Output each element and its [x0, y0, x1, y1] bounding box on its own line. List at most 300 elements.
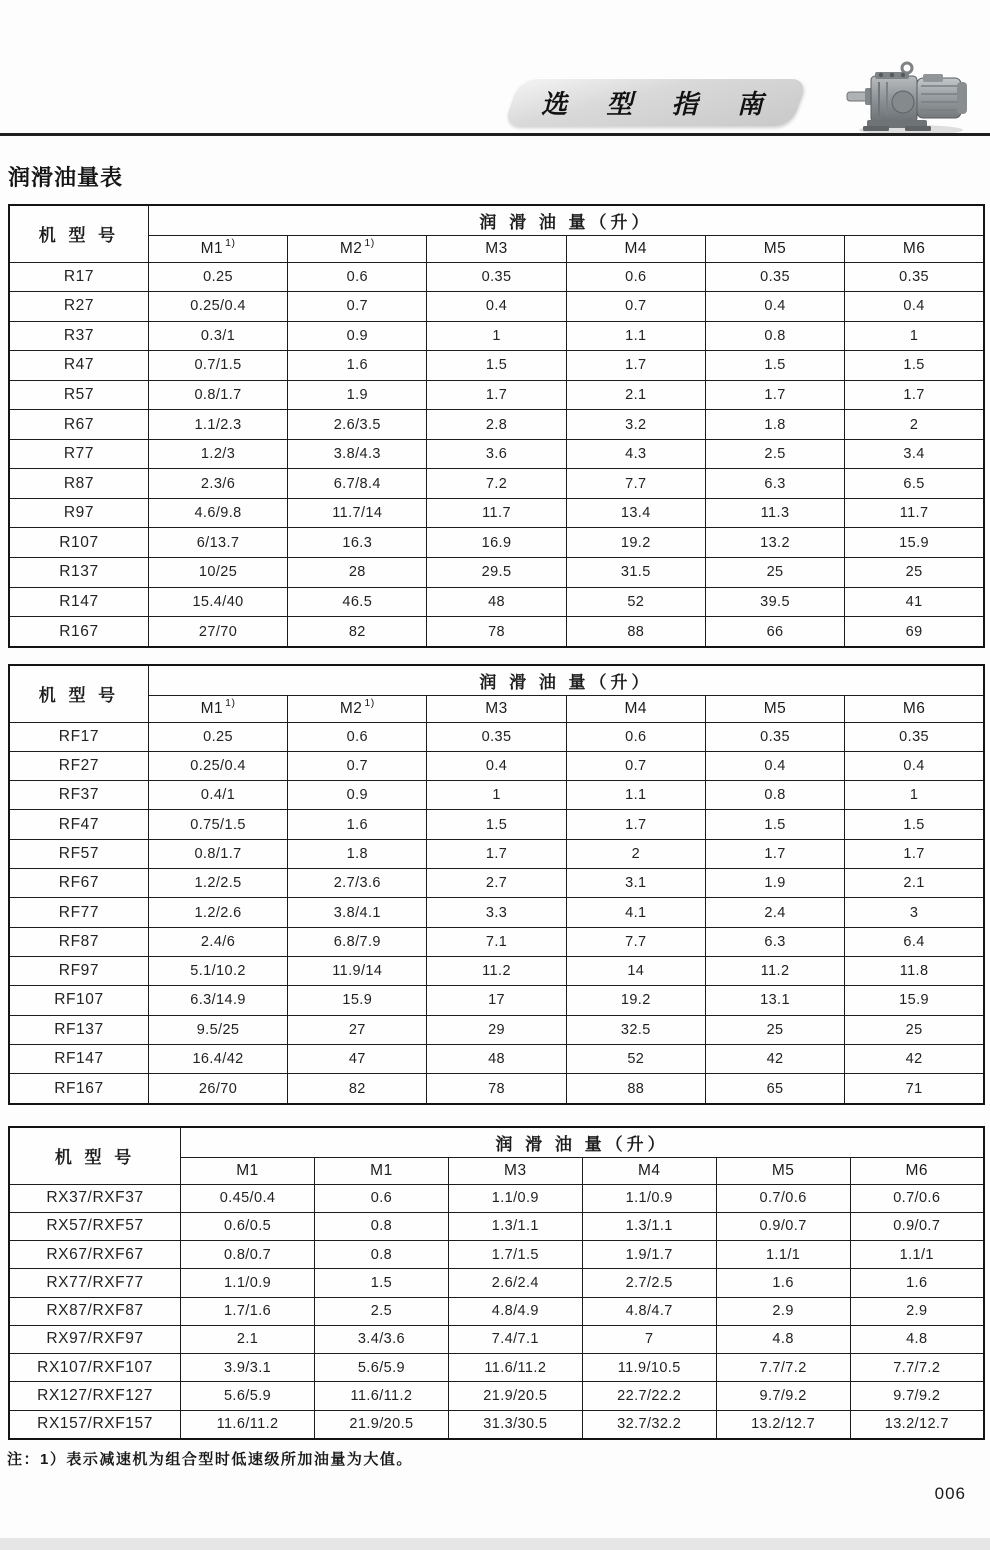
oil-quantity-cell: 3.2 [566, 410, 705, 440]
oil-quantity-cell: 11.7 [427, 498, 566, 528]
oil-quantity-cell: 6.3 [705, 469, 844, 499]
table-row [9, 751, 984, 780]
oil-quantity-cell: 11.2 [427, 957, 566, 986]
model-cell: R47 [9, 351, 148, 381]
oil-quantity-cell: 9.7/9.2 [716, 1382, 850, 1410]
column-header-m3: M3 [427, 695, 566, 722]
oil-quantity-cell: 0.6 [566, 722, 705, 751]
oil-quantity-cell: 2.1 [566, 380, 705, 410]
column-header-m5: M5 [705, 695, 844, 722]
oil-quantity-cell: 25 [705, 557, 844, 587]
oil-quantity-cell: 25 [845, 557, 984, 587]
oil-quantity-cell: 2.1 [845, 869, 984, 898]
oil-quantity-cell: 31.5 [566, 557, 705, 587]
oil-quantity-cell: 25 [705, 1015, 844, 1044]
oil-quantity-cell: 19.2 [566, 986, 705, 1015]
oil-quantity-cell: 0.4/1 [148, 781, 287, 810]
table-row [9, 321, 984, 351]
model-cell: RF137 [9, 1015, 148, 1044]
oil-quantity-cell: 21.9/20.5 [314, 1410, 448, 1439]
oil-quantity-cell: 1.8 [288, 839, 427, 868]
oil-quantity-cell: 42 [845, 1044, 984, 1073]
table-row [9, 722, 984, 751]
oil-quantity-cell: 1.7 [705, 839, 844, 868]
column-header-m2: M2 $^{1)}$ [288, 235, 427, 262]
oil-quantity-cell: 28 [288, 557, 427, 587]
oil-quantity-cell: 3.9/3.1 [181, 1354, 315, 1382]
oil-quantity-cell: 0.35 [845, 722, 984, 751]
oil-quantity-cell: 17 [427, 986, 566, 1015]
table-row [9, 439, 984, 469]
section-banner-title: 选 型 指 南 [541, 89, 779, 119]
oil-quantity-cell: 0.9 [288, 781, 427, 810]
oil-quantity-cell: 1.1/0.9 [448, 1184, 582, 1212]
oil-table-rx-rxf-series [8, 1126, 985, 1440]
oil-quantity-cell: 13.1 [705, 986, 844, 1015]
oil-quantity-cell: 1.7 [566, 810, 705, 839]
table-row [9, 986, 984, 1015]
oil-quantity-cell: 1.7 [566, 351, 705, 381]
oil-quantity-cell: 6.3 [705, 927, 844, 956]
model-cell: R37 [9, 321, 148, 351]
table-row [9, 469, 984, 499]
oil-quantity-cell: 2.7/3.6 [288, 869, 427, 898]
oil-quantity-cell: 11.7 [845, 498, 984, 528]
oil-quantity-cell: 15.9 [845, 986, 984, 1015]
oil-quantity-cell: 0.8/0.7 [181, 1241, 315, 1269]
page-number: 006 [934, 1484, 966, 1503]
oil-quantity-cell: 1.5 [845, 810, 984, 839]
oil-quantity-cell: 39.5 [705, 587, 844, 617]
oil-quantity-cell: 0.3/1 [148, 321, 287, 351]
oil-quantity-cell: 1.5 [427, 810, 566, 839]
oil-quantity-cell: 1.9 [288, 380, 427, 410]
table-row [9, 410, 984, 440]
model-cell: R77 [9, 439, 148, 469]
oil-quantity-cell: 0.25 [148, 722, 287, 751]
oil-quantity-cell: 9.5/25 [148, 1015, 287, 1044]
footnote-marker: 1) [364, 697, 375, 710]
table-row [9, 1354, 984, 1382]
oil-quantity-cell: 6/13.7 [148, 528, 287, 558]
model-cell: RF47 [9, 810, 148, 839]
oil-quantity-cell: 15.9 [288, 986, 427, 1015]
oil-quantity-cell: 0.8/1.7 [148, 380, 287, 410]
table-row [9, 927, 984, 956]
oil-quantity-cell: 1.1/2.3 [148, 410, 287, 440]
oil-quantity-cell: 1.7 [845, 839, 984, 868]
oil-quantity-cell: 0.6 [288, 262, 427, 292]
oil-quantity-cell: 4.1 [566, 898, 705, 927]
table-row [9, 1015, 984, 1044]
table-row [9, 810, 984, 839]
oil-quantity-cell: 0.4 [845, 751, 984, 780]
table-row [9, 1325, 984, 1353]
oil-quantity-cell: 29 [427, 1015, 566, 1044]
model-cell: RF87 [9, 927, 148, 956]
oil-quantity-cell: 6.8/7.9 [288, 927, 427, 956]
oil-quantity-cell: 0.4 [427, 751, 566, 780]
oil-quantity-cell: 0.4 [705, 751, 844, 780]
table-row [9, 617, 984, 647]
oil-quantity-cell: 1 [427, 321, 566, 351]
oil-quantity-cell: 4.3 [566, 439, 705, 469]
model-cell: R107 [9, 528, 148, 558]
footnote-marker: 1) [364, 237, 375, 250]
oil-quantity-cell: 13.4 [566, 498, 705, 528]
oil-quantity-cell: 6.5 [845, 469, 984, 499]
oil-quantity-cell: 27 [288, 1015, 427, 1044]
table-row [9, 1269, 984, 1297]
oil-quantity-cell: 42 [705, 1044, 844, 1073]
oil-quantity-cell: 32.7/32.2 [582, 1410, 716, 1439]
oil-quantity-cell: 0.35 [427, 262, 566, 292]
column-header-m5: M5 [716, 1157, 850, 1184]
oil-quantity-cell: 0.7 [566, 751, 705, 780]
table-row [9, 498, 984, 528]
oil-quantity-cell: 71 [845, 1074, 984, 1104]
oil-quantity-cell: 11.6/11.2 [314, 1382, 448, 1410]
oil-quantity-cell: 11.7/14 [288, 498, 427, 528]
oil-quantity-cell: 0.35 [705, 722, 844, 751]
oil-quantity-cell: 7.4/7.1 [448, 1325, 582, 1353]
oil-quantity-cell: 0.9 [288, 321, 427, 351]
oil-quantity-cell: 3.8/4.1 [288, 898, 427, 927]
oil-quantity-cell: 0.8/1.7 [148, 839, 287, 868]
model-cell: RX97/RXF97 [9, 1325, 181, 1353]
oil-quantity-cell: 0.8 [705, 321, 844, 351]
model-cell: RX37/RXF37 [9, 1184, 181, 1212]
oil-table-rf-series [8, 664, 985, 1105]
oil-quantity-group-header: 润 滑 油 量（升） [148, 665, 984, 695]
oil-quantity-cell: 5.6/5.9 [181, 1382, 315, 1410]
oil-quantity-cell: 2.3/6 [148, 469, 287, 499]
oil-quantity-cell: 52 [566, 1044, 705, 1073]
oil-quantity-cell: 1.7 [705, 380, 844, 410]
table-row [9, 380, 984, 410]
oil-quantity-cell: 2.7 [427, 869, 566, 898]
oil-quantity-cell: 15.9 [845, 528, 984, 558]
oil-quantity-cell: 7.7/7.2 [716, 1354, 850, 1382]
oil-quantity-cell: 3.4/3.6 [314, 1325, 448, 1353]
oil-quantity-cell: 1.9 [705, 869, 844, 898]
oil-quantity-cell: 0.35 [427, 722, 566, 751]
oil-quantity-cell: 11.3 [705, 498, 844, 528]
oil-quantity-cell: 0.6/0.5 [181, 1212, 315, 1240]
oil-quantity-cell: 88 [566, 617, 705, 647]
column-header-m6: M6 [845, 235, 984, 262]
oil-quantity-cell: 0.25/0.4 [148, 292, 287, 322]
model-cell: RX127/RXF127 [9, 1382, 181, 1410]
oil-quantity-cell: 11.8 [845, 957, 984, 986]
oil-quantity-cell: 1 [845, 781, 984, 810]
oil-quantity-cell: 1.5 [427, 351, 566, 381]
table-row [9, 1074, 984, 1104]
model-cell: RX107/RXF107 [9, 1354, 181, 1382]
table-row [9, 869, 984, 898]
table-row [9, 1212, 984, 1240]
oil-quantity-cell: 2.5 [314, 1297, 448, 1325]
oil-quantity-cell: 82 [288, 1074, 427, 1104]
oil-quantity-cell: 1.2/3 [148, 439, 287, 469]
oil-quantity-cell: 82 [288, 617, 427, 647]
oil-quantity-cell: 1 [427, 781, 566, 810]
oil-quantity-cell: 2.4/6 [148, 927, 287, 956]
oil-quantity-cell: 13.2/12.7 [716, 1410, 850, 1439]
oil-quantity-cell: 0.4 [427, 292, 566, 322]
oil-quantity-cell: 0.75/1.5 [148, 810, 287, 839]
oil-quantity-cell: 1 [845, 321, 984, 351]
oil-quantity-cell: 11.2 [705, 957, 844, 986]
oil-quantity-cell: 32.5 [566, 1015, 705, 1044]
table-row [9, 351, 984, 381]
footnote-marker: 1) [225, 237, 236, 250]
column-header-m6: M6 [845, 695, 984, 722]
oil-quantity-cell: 0.7/0.6 [716, 1184, 850, 1212]
model-cell: R147 [9, 587, 148, 617]
oil-quantity-cell: 7.1 [427, 927, 566, 956]
oil-quantity-cell: 69 [845, 617, 984, 647]
oil-quantity-cell: 2.4 [705, 898, 844, 927]
oil-quantity-cell: 25 [845, 1015, 984, 1044]
model-cell: RF147 [9, 1044, 148, 1073]
table-row [9, 1410, 984, 1439]
oil-quantity-cell: 1.7/1.6 [181, 1297, 315, 1325]
oil-quantity-cell: 1.5 [705, 810, 844, 839]
oil-quantity-cell: 1.7/1.5 [448, 1241, 582, 1269]
oil-quantity-cell: 7.7/7.2 [850, 1354, 984, 1382]
model-column-header: 机 型 号 [9, 205, 148, 262]
oil-quantity-cell: 13.2 [705, 528, 844, 558]
oil-quantity-cell: 3.3 [427, 898, 566, 927]
oil-quantity-cell: 0.8 [314, 1241, 448, 1269]
oil-quantity-cell: 1.1/0.9 [181, 1269, 315, 1297]
oil-quantity-cell: 1.7 [427, 380, 566, 410]
gear-reducer-photo [845, 56, 977, 143]
table-row [9, 292, 984, 322]
gear-reducer-illustration [845, 56, 977, 138]
column-header-m4: M4 [566, 235, 705, 262]
column-header-m1: M1 $^{1)}$ [148, 695, 287, 722]
oil-quantity-cell: 13.2/12.7 [850, 1410, 984, 1439]
table-row [9, 957, 984, 986]
oil-quantity-cell: 1.6 [288, 351, 427, 381]
oil-quantity-cell: 1.1/1 [850, 1241, 984, 1269]
oil-quantity-cell: 47 [288, 1044, 427, 1073]
oil-quantity-cell: 10/25 [148, 557, 287, 587]
model-cell: RX157/RXF157 [9, 1410, 181, 1439]
model-cell: RX87/RXF87 [9, 1297, 181, 1325]
page-bottom-strip [0, 1538, 990, 1550]
oil-quantity-cell: 1.2/2.6 [148, 898, 287, 927]
table-row [9, 781, 984, 810]
model-cell: R57 [9, 380, 148, 410]
oil-quantity-cell: 7.7 [566, 927, 705, 956]
oil-quantity-cell: 0.25 [148, 262, 287, 292]
oil-quantity-cell: 4.6/9.8 [148, 498, 287, 528]
oil-table-r-series [8, 204, 985, 648]
oil-quantity-cell: 4.8/4.9 [448, 1297, 582, 1325]
column-header-m1: M1 [314, 1157, 448, 1184]
oil-quantity-cell: 0.9/0.7 [716, 1212, 850, 1240]
model-cell: R97 [9, 498, 148, 528]
oil-quantity-cell: 2 [566, 839, 705, 868]
model-cell: RF167 [9, 1074, 148, 1104]
oil-quantity-cell: 4.8 [850, 1325, 984, 1353]
oil-quantity-cell: 2.6/2.4 [448, 1269, 582, 1297]
oil-quantity-cell: 0.6 [566, 262, 705, 292]
model-cell: RX57/RXF57 [9, 1212, 181, 1240]
oil-quantity-cell: 2.5 [705, 439, 844, 469]
oil-quantity-cell: 1.7 [427, 839, 566, 868]
oil-quantity-cell: 0.7 [288, 751, 427, 780]
oil-quantity-cell: 48 [427, 1044, 566, 1073]
oil-quantity-group-header: 润 滑 油 量（升） [148, 205, 984, 235]
model-cell: RF107 [9, 986, 148, 1015]
oil-quantity-cell: 0.7/1.5 [148, 351, 287, 381]
oil-quantity-cell: 0.7 [288, 292, 427, 322]
oil-quantity-cell: 1.8 [705, 410, 844, 440]
oil-quantity-cell: 1.1 [566, 321, 705, 351]
oil-quantity-cell: 1.6 [716, 1269, 850, 1297]
oil-quantity-cell: 1.9/1.7 [582, 1241, 716, 1269]
column-header-m1: M1 [181, 1157, 315, 1184]
oil-quantity-cell: 11.9/14 [288, 957, 427, 986]
oil-quantity-cell: 22.7/22.2 [582, 1382, 716, 1410]
oil-quantity-cell: 2.9 [850, 1297, 984, 1325]
oil-quantity-cell: 9.7/9.2 [850, 1382, 984, 1410]
model-cell: R167 [9, 617, 148, 647]
oil-quantity-cell: 0.6 [288, 722, 427, 751]
oil-quantity-cell: 11.6/11.2 [181, 1410, 315, 1439]
column-header-m1: M1 $^{1)}$ [148, 235, 287, 262]
oil-quantity-cell: 3.8/4.3 [288, 439, 427, 469]
oil-quantity-cell: 41 [845, 587, 984, 617]
oil-quantity-group-header: 润 滑 油 量（升） [181, 1127, 984, 1157]
oil-quantity-cell: 0.8 [705, 781, 844, 810]
table-row [9, 1184, 984, 1212]
model-cell: RX67/RXF67 [9, 1241, 181, 1269]
oil-quantity-cell: 1.1 [566, 781, 705, 810]
table-row [9, 262, 984, 292]
oil-quantity-cell: 1.5 [845, 351, 984, 381]
oil-quantity-cell: 0.35 [705, 262, 844, 292]
oil-quantity-cell: 78 [427, 617, 566, 647]
table-row [9, 898, 984, 927]
oil-quantity-cell: 15.4/40 [148, 587, 287, 617]
oil-quantity-cell: 48 [427, 587, 566, 617]
oil-quantity-cell: 0.7 [566, 292, 705, 322]
oil-quantity-cell: 5.6/5.9 [314, 1354, 448, 1382]
oil-quantity-cell: 2.7/2.5 [582, 1269, 716, 1297]
oil-quantity-cell: 1.5 [314, 1269, 448, 1297]
oil-quantity-cell: 4.8/4.7 [582, 1297, 716, 1325]
model-cell: R17 [9, 262, 148, 292]
oil-quantity-cell: 0.4 [845, 292, 984, 322]
model-cell: R67 [9, 410, 148, 440]
oil-quantity-cell: 1.3/1.1 [448, 1212, 582, 1240]
oil-quantity-cell: 3.4 [845, 439, 984, 469]
column-header-m4: M4 [566, 695, 705, 722]
oil-quantity-cell: 88 [566, 1074, 705, 1104]
model-cell: R87 [9, 469, 148, 499]
model-cell: RF37 [9, 781, 148, 810]
oil-quantity-cell: 78 [427, 1074, 566, 1104]
oil-quantity-cell: 0.8 [314, 1212, 448, 1240]
table-row [9, 528, 984, 558]
table-row [9, 1044, 984, 1073]
oil-quantity-cell: 1.2/2.5 [148, 869, 287, 898]
oil-quantity-cell: 1.7 [845, 380, 984, 410]
oil-quantity-cell: 26/70 [148, 1074, 287, 1104]
oil-quantity-cell: 0.7/0.6 [850, 1184, 984, 1212]
oil-quantity-cell: 2 [845, 410, 984, 440]
column-header-m6: M6 [850, 1157, 984, 1184]
oil-quantity-cell: 16.9 [427, 528, 566, 558]
oil-quantity-cell: 46.5 [288, 587, 427, 617]
model-column-header: 机 型 号 [9, 1127, 181, 1184]
oil-quantity-cell: 16.4/42 [148, 1044, 287, 1073]
oil-quantity-cell: 7 [582, 1325, 716, 1353]
oil-quantity-cell: 52 [566, 587, 705, 617]
oil-quantity-cell: 4.8 [716, 1325, 850, 1353]
oil-quantity-cell: 2.8 [427, 410, 566, 440]
column-header-m4: M4 [582, 1157, 716, 1184]
oil-quantity-cell: 19.2 [566, 528, 705, 558]
oil-quantity-cell: 7.2 [427, 469, 566, 499]
oil-quantity-cell: 11.6/11.2 [448, 1354, 582, 1382]
model-cell: RX77/RXF77 [9, 1269, 181, 1297]
oil-quantity-cell: 3.1 [566, 869, 705, 898]
oil-quantity-cell: 11.9/10.5 [582, 1354, 716, 1382]
model-cell: RF67 [9, 869, 148, 898]
oil-quantity-cell: 16.3 [288, 528, 427, 558]
table-row [9, 1382, 984, 1410]
oil-quantity-cell: 0.6 [314, 1184, 448, 1212]
oil-quantity-cell: 0.4 [705, 292, 844, 322]
oil-quantity-cell: 0.45/0.4 [181, 1184, 315, 1212]
oil-quantity-cell: 3.6 [427, 439, 566, 469]
oil-quantity-cell: 66 [705, 617, 844, 647]
oil-quantity-cell: 0.9/0.7 [850, 1212, 984, 1240]
table-row [9, 839, 984, 868]
oil-quantity-cell: 2.6/3.5 [288, 410, 427, 440]
oil-quantity-cell: 1.1/1 [716, 1241, 850, 1269]
table-row [9, 1297, 984, 1325]
oil-quantity-cell: 7.7 [566, 469, 705, 499]
oil-quantity-cell: 1.3/1.1 [582, 1212, 716, 1240]
table-row [9, 1241, 984, 1269]
model-cell: RF57 [9, 839, 148, 868]
model-cell: RF27 [9, 751, 148, 780]
oil-quantity-cell: 14 [566, 957, 705, 986]
column-header-m3: M3 [427, 235, 566, 262]
model-cell: R27 [9, 292, 148, 322]
oil-quantity-cell: 21.9/20.5 [448, 1382, 582, 1410]
oil-quantity-cell: 6.4 [845, 927, 984, 956]
oil-quantity-cell: 0.35 [845, 262, 984, 292]
model-column-header: 机 型 号 [9, 665, 148, 722]
oil-quantity-cell: 5.1/10.2 [148, 957, 287, 986]
oil-quantity-cell: 65 [705, 1074, 844, 1104]
oil-quantity-cell: 6.7/8.4 [288, 469, 427, 499]
oil-quantity-cell: 1.6 [850, 1269, 984, 1297]
oil-quantity-cell: 3 [845, 898, 984, 927]
column-header-m5: M5 [705, 235, 844, 262]
oil-quantity-cell: 1.6 [288, 810, 427, 839]
header-divider [0, 133, 990, 136]
footnote-marker: 1) [225, 697, 236, 710]
